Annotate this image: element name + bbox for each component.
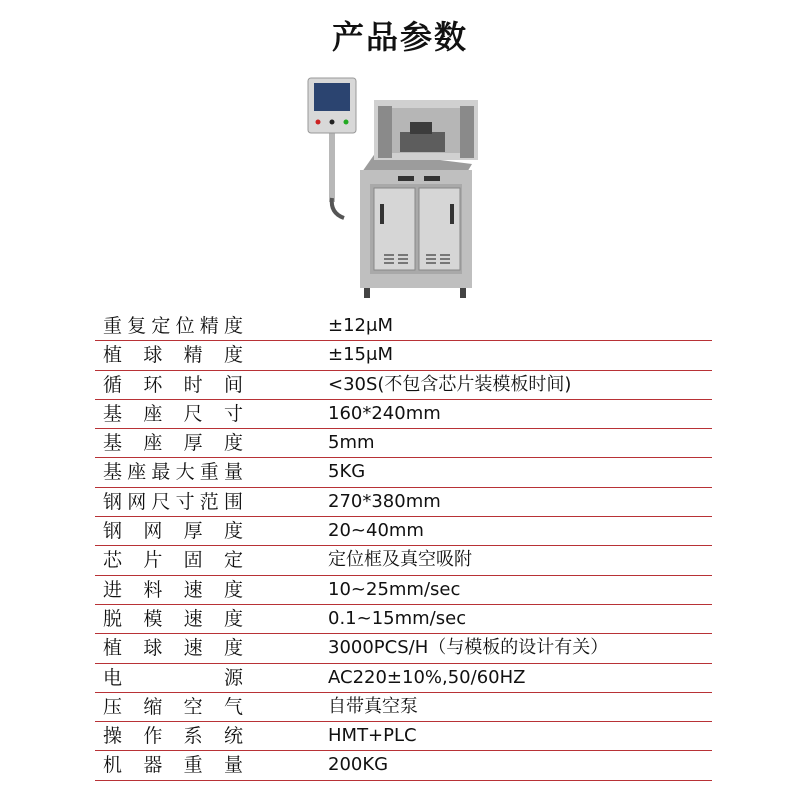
spec-row bbox=[95, 429, 712, 458]
machine-photo bbox=[300, 68, 490, 304]
spec-value: 20~40mm bbox=[328, 520, 424, 542]
spec-value: 3000PCS/H（与模板的设计有关） bbox=[328, 637, 609, 659]
spec-value: ±15μM bbox=[328, 344, 393, 366]
spec-row bbox=[95, 576, 712, 605]
spec-label: 电源 bbox=[103, 666, 243, 689]
spec-row bbox=[95, 751, 712, 780]
spec-label: 芯片固定 bbox=[103, 549, 243, 572]
spec-label: 压缩空气 bbox=[103, 695, 243, 718]
spec-value: 160*240mm bbox=[328, 402, 441, 424]
spec-row bbox=[95, 488, 712, 517]
spec-label: 钢网尺寸范围 bbox=[103, 490, 243, 513]
spec-label: 脱模速度 bbox=[103, 607, 243, 630]
spec-value: HMT+PLC bbox=[328, 725, 417, 747]
spec-row bbox=[95, 546, 712, 575]
spec-value: <30S(不包含芯片装模板时间) bbox=[328, 373, 572, 395]
spec-row bbox=[95, 458, 712, 487]
spec-value: ±12μM bbox=[328, 315, 393, 336]
spec-row bbox=[95, 341, 712, 370]
spec-row bbox=[95, 400, 712, 429]
spec-value: 270*380mm bbox=[328, 490, 441, 512]
spec-label: 循环时间 bbox=[103, 373, 243, 396]
spec-label: 植球精度 bbox=[103, 344, 243, 367]
page-title: 产品参数 bbox=[331, 18, 468, 56]
spec-value: 自带真空泵 bbox=[328, 695, 418, 717]
spec-row bbox=[95, 312, 712, 341]
spec-label: 基座最大重量 bbox=[103, 461, 243, 484]
spec-row bbox=[95, 722, 712, 751]
spec-value: 定位框及真空吸附 bbox=[328, 549, 472, 571]
spec-row bbox=[95, 634, 712, 663]
spec-value: 5mm bbox=[328, 432, 375, 454]
spec-value: 200KG bbox=[328, 754, 389, 776]
spec-label: 基座厚度 bbox=[103, 432, 243, 455]
spec-label: 进料速度 bbox=[103, 578, 243, 601]
spec-table bbox=[95, 312, 712, 781]
spec-value: AC220±10%,50/60HZ bbox=[328, 666, 526, 688]
spec-label: 操作系统 bbox=[103, 725, 243, 748]
spec-row bbox=[95, 693, 712, 722]
spec-label: 机器重量 bbox=[103, 754, 243, 777]
spec-label: 钢网厚度 bbox=[103, 520, 243, 543]
spec-label: 植球速度 bbox=[103, 637, 243, 660]
spec-value: 10~25mm/sec bbox=[328, 578, 461, 600]
spec-row bbox=[95, 371, 712, 400]
spec-label: 重复定位精度 bbox=[103, 315, 243, 337]
spec-label: 基座尺寸 bbox=[103, 402, 243, 425]
spec-value: 0.1~15mm/sec bbox=[328, 607, 467, 629]
spec-row bbox=[95, 517, 712, 546]
spec-row bbox=[95, 605, 712, 634]
spec-row bbox=[95, 664, 712, 693]
spec-value: 5KG bbox=[328, 461, 366, 483]
